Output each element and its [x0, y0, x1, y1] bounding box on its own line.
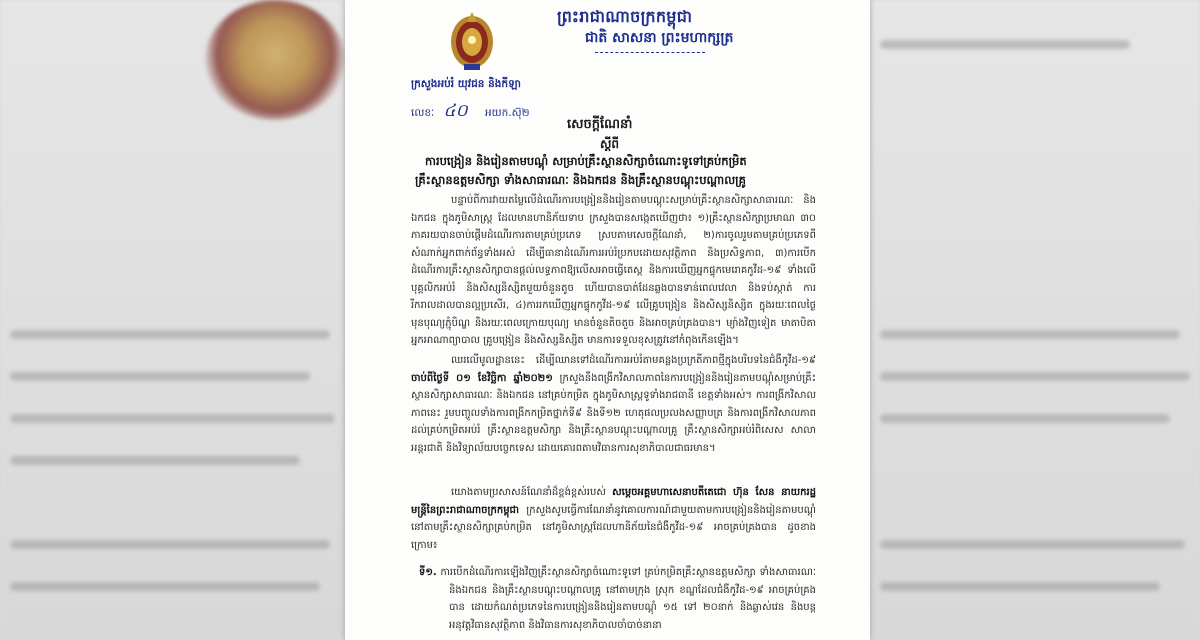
item-text: ការបើកដំណើរការឡើងវិញគ្រឹះស្ថានសិក្សាចំណោះទូទៅ គ្រប់កម្រិតគ្រឹះស្ថានឧត្តមសិក្សា ទាំងសាធារណៈ និងឯកជន និងគ្រឹះស្ថានបណ្តុះបណ្តាលគ្រូ នៅតាមក្រុង ស្រុក ខណ្ឌដែលជំងឺកូវីដ-១៩ អាចគ្រប់គ្រងបាន ដោយកំណត់ប្រភេទនៃការបង្រៀននិងរៀនតាមបណ្តុំ ១៥ ទៅ ២០នាក់ និងឆ្លាស់វេន និងបន្តអនុវត្តវិធានសុវត្ថិភាព និងវិធានការសុខាភិបាលចាំបាច់នានា	[440, 567, 816, 631]
subject-line: ការបង្រៀន និងរៀនតាមបណ្តុំ សម្រាប់គ្រឹះស្ថានសិក្សាចំណោះទូទៅគ្រប់កម្រិត	[425, 154, 747, 168]
ministry-name: ក្រសួងអប់រំ យុវជន និងកីឡា	[411, 78, 521, 90]
blurred-text-line	[10, 456, 300, 465]
subject-line: គ្រឹះស្ថានឧត្តមសិក្សា ទាំងសាធារណៈ និងឯកជន និងគ្រឹះស្ថានបណ្តុះបណ្តាលគ្រូ	[415, 173, 746, 187]
paragraph-1	[411, 192, 816, 350]
blurred-text-line	[880, 40, 1130, 49]
blurred-text-line	[880, 330, 1180, 339]
ministry-seal-icon	[449, 8, 495, 74]
blurred-text-line	[10, 414, 335, 423]
prime-minister-title: សម្តេចអគ្គមហាសេនាបតីតេជោ ហ៊ុន សែន នាយករដ្ឋមន្ត្រីនៃព្រះរាជាណាចក្រកម្ពុជា	[411, 487, 817, 516]
motto-divider	[595, 52, 705, 54]
subject-label: ស្តីពី	[600, 137, 620, 151]
effective-date: ចាប់ពីថ្ងៃទី ០១ ខែវិច្ឆិកា ឆ្នាំ២០២១	[411, 372, 553, 384]
blurred-text-line	[880, 372, 1190, 381]
blurred-text-line	[880, 414, 1170, 423]
paragraph-2	[411, 352, 816, 457]
kingdom-title: ព្រះរាជាណាចក្រកម្ពុជា	[557, 7, 693, 26]
reference-number	[411, 100, 530, 125]
paragraph-text: ឈរលើមូលដ្ឋាននេះ ដើម្បីឈានទៅដំណើរការអប់រំតាមគន្លងប្រក្រតីភាពថ្មីក្នុងបរិបទនៃជំងឺកូវីដ-១៩	[451, 355, 816, 366]
item-label: ទី១.	[419, 567, 437, 578]
blurred-text-line	[10, 582, 320, 591]
paragraph-text: ក្រសួងសូមធ្វើការណែនាំនូវគោលការណ៍ជាមួយតាមការបង្រៀននិងរៀនតាមបណ្តុំនៅតាមគ្រឹះស្ថានសិក្សាគ្រប់កម្រិត នៅភូមិសាស្រ្តដែលហានិភ័យនៃជំងឺកូវីដ-១៩ អាចគ្រប់គ្រងបាន ដូចខាងក្រោម៖	[411, 504, 816, 551]
reference-prefix: លេខៈ	[411, 107, 435, 119]
blurred-text-line	[880, 582, 1160, 591]
list-item	[411, 564, 816, 634]
blurred-seal-graphic	[205, 0, 345, 120]
document-page	[345, 0, 870, 640]
document-type-heading: សេចក្តីណែនាំ	[567, 117, 633, 132]
reference-number-value: ៤០	[443, 101, 468, 121]
blurred-text-line	[880, 540, 1185, 549]
national-motto: ជាតិ សាសនា ព្រះមហាក្សត្រ	[585, 30, 734, 46]
blurred-text-line	[10, 372, 310, 381]
blurred-text-line	[10, 540, 330, 549]
blurred-background-right	[870, 0, 1200, 640]
paragraph-3	[411, 484, 816, 554]
blurred-background-left	[0, 0, 345, 640]
paragraph-text: ក្រសួងនឹងពង្រីកវិសាលភាពនៃការបង្រៀននិងរៀនតាមបណ្តុំសម្រាប់គ្រឹះស្ថានសិក្សាសាធារណៈ និងឯកជន នៅគ្រប់កម្រិត ក្នុងភូមិសាស្រ្តទូទាំងរាជធានី ខេត្តទាំងអស់។ ការពង្រីកវិសាលភាពនេះ រួមបញ្ចូលទាំងការពង្រីកកម្រិតថ្នាក់ទី៩ និងទី១២ ហេតុផលប្រលងសញ្ញាបត្រ និងការពង្រីកវិសាលភាពដល់គ្រប់កម្រិតអប់រំ គ្រឹះស្ថានឧត្តមសិក្សា និងគ្រឹះស្ថានបណ្តុះបណ្តាលគ្រូ គ្រឹះស្ថានសិក្សាអប់រំពិសេស សាលាអន្តរជាតិ និងវិទ្យាល័យបច្ចេកទេស ដោយគោរពតាមវិធានការសុខាភិបាលជាធរមាន។	[411, 372, 816, 454]
blurred-text-line	[10, 330, 330, 339]
reference-suffix: អយក.ស៊ុ២	[484, 107, 530, 119]
paragraph-text: យោងតាមប្រសាសន៍ណែនាំដ៏ខ្ពង់ខ្ពស់របស់	[451, 487, 613, 498]
paragraph-text: បន្ទាប់ពីការវាយតម្លៃលើដំណើរការបង្រៀននិងរៀនតាមបណ្តុះសម្រាប់គ្រឹះស្ថានសិក្សាសាធារណៈ និងឯកជន ក្នុងភូមិសាស្រ្ត ដែលមានហានិភ័យទាប ក្រសួងបានសង្កេតឃើញថា៖ ១)គ្រឹះស្ថានសិក្សាប្រមាណ ៣០ ភាគរយបានចាប់ផ្តើមដំណើរការតាមគ្រប់ប្រភេទ ស្របតាមសេចក្តីណែនាំ, ២)ការចូលរួមតាមគ្រប់ប្រភេទពីសំណាក់អ្នកពាក់ព័ន្ធទាំងអស់ ដើម្បីធានាដំណើរការអប់រំប្រកបដោយសុវត្ថិភាព និងប្រសិទ្ធភាព, ៣)ការបើកដំណើរការគ្រឹះស្ថានសិក្សាបានផ្តល់លទ្ធភាពឱ្យលើសអាចធ្វើតេស្ត និងការឃើញអ្នកផ្ទុកមេរោគកូវីដ-១៩ ទាំងលើបុគ្គលិកអប់រំ និងសិស្សនិស្សិតមួយចំនួនតូច ហើយបានបាត់ដែនឆ្លងបានទាន់ពេលវេលា និងទប់ស្កាត់ ការរីករាលដាលបានល្អប្រសើរ, ៤)ការរកឃើញអ្នកផ្ទុកកូវីដ-១៩ លើគ្រូបង្រៀន និងសិស្សនិស្សិត ក្នុងរយៈពេលថ្ងៃមុនបុណ្យភ្ជុំបិណ្ឌ និងរយៈពេលក្រោយបុណ្យ មានចំនួនតិចតួច និងអាចគ្រប់គ្រងបាន។ ម្យ៉ាងវិញទៀត មាតាបិតា អ្នកអាណាព្យាបាល គ្រូបង្រៀន និងសិស្សនិស្សិត មានការទទួលខុសត្រូវនៅកំពុងកើនឡើង។	[411, 195, 816, 346]
